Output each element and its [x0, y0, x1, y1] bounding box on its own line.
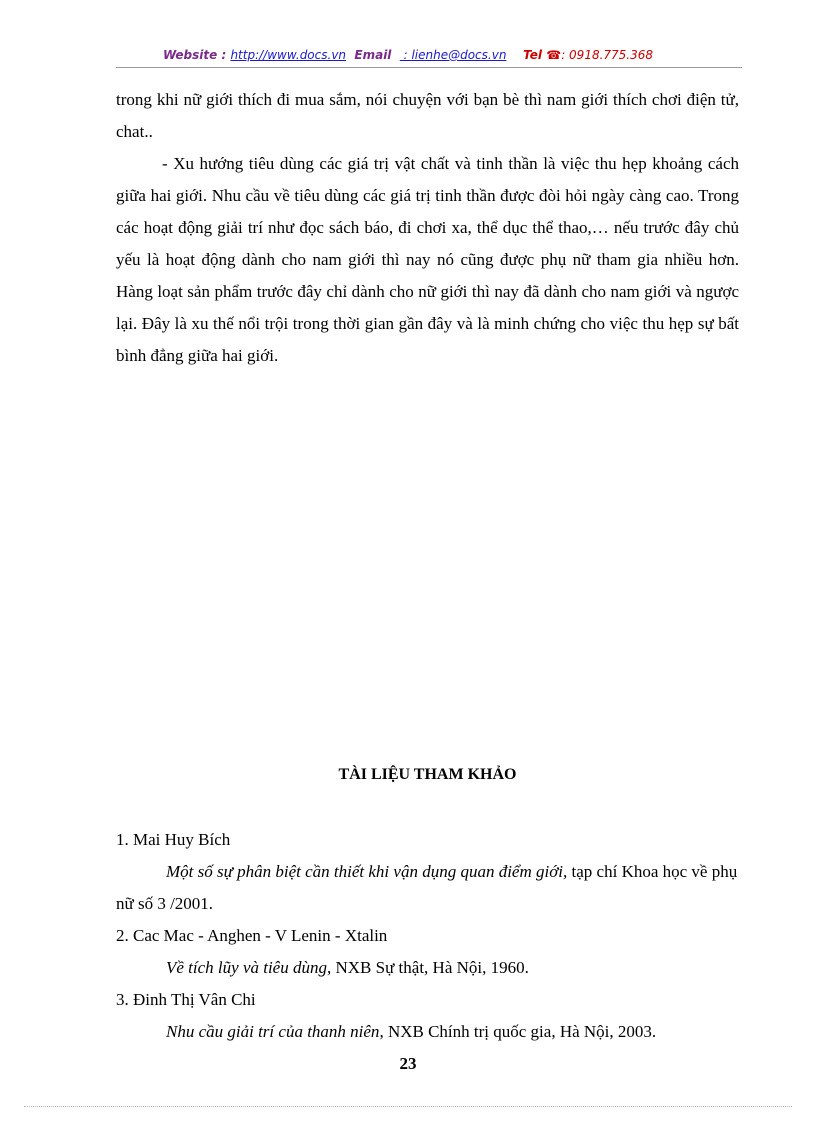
- reference-work-title: Nhu cầu giải trí của thanh niên: [166, 1022, 380, 1041]
- email-link[interactable]: lienhe@docs.vn: [411, 48, 507, 62]
- page-number: 23: [399, 1054, 417, 1073]
- body-text: [116, 84, 739, 372]
- reference-publication: tạp chí Khoa học về phụ nữ số 3 /2001.: [116, 862, 738, 913]
- website-link[interactable]: http://www.docs.vn: [230, 48, 347, 62]
- reference-author: 1. Mai Huy Bích: [116, 830, 231, 849]
- email-label: Email: [354, 48, 392, 62]
- footer-divider: [24, 1106, 792, 1107]
- reference-work-title: Một số sự phân biệt cần thiết khi vận dụng quan điểm giới,: [166, 862, 568, 881]
- reference-details: [116, 952, 739, 984]
- paragraph-continuation: trong khi nữ giới thích đi mua sắm, nói chuyện với bạn bè thì nam giới thích chơi điện tử, chat..: [116, 90, 739, 141]
- reference-publication: , NXB Chính trị quốc gia, Hà Nội, 2003.: [379, 1022, 657, 1041]
- reference-author: 2. Cac Mac - Anghen - V Lenin - Xtalin: [116, 926, 388, 945]
- email-separator: :: [399, 48, 412, 62]
- tel-label: Tel: [523, 48, 543, 62]
- tel-value: : 0918.775.368: [561, 48, 654, 62]
- references-title: TÀI LIỆU THAM KHẢO: [338, 766, 517, 783]
- references-list: [116, 824, 739, 1048]
- paragraph-consumption-trend: - Xu hướng tiêu dùng các giá trị vật chất và tinh thần là việc thu hẹp khoảng cách giữa hai giới. Nhu cầu về tiêu dùng các giá trị tinh thần được đòi hỏi ngày càng cao. Trong các hoạt động giải trí như đọc sách báo, đi chơi xa, thể dục thể thao,… nếu trước đây chủ yếu là hoạt động dành cho nam giới thì nay nó cũng được phụ nữ tham gia nhiều hơn. Hàng loạt sản phẩm trước đây chỉ dành cho nữ giới thì nay đã dành cho nam giới và ngược lại. Đây là xu thế nổi trội trong thời gian gần đây và là minh chứng cho việc thu hẹp sự bất bình đẳng giữa hai giới.: [116, 154, 739, 365]
- reference-work-title: Về tích lũy và tiêu dùng: [166, 958, 327, 977]
- reference-details: [116, 1016, 739, 1048]
- website-label: Website :: [162, 48, 231, 62]
- reference-details: [116, 856, 739, 920]
- header-divider: [116, 67, 742, 68]
- reference-publication: , NXB Sự thật, Hà Nội, 1960.: [326, 958, 529, 977]
- phone-icon: ☎: [546, 48, 562, 62]
- page-header: [0, 48, 816, 62]
- reference-author: 3. Đinh Thị Vân Chi: [116, 990, 256, 1009]
